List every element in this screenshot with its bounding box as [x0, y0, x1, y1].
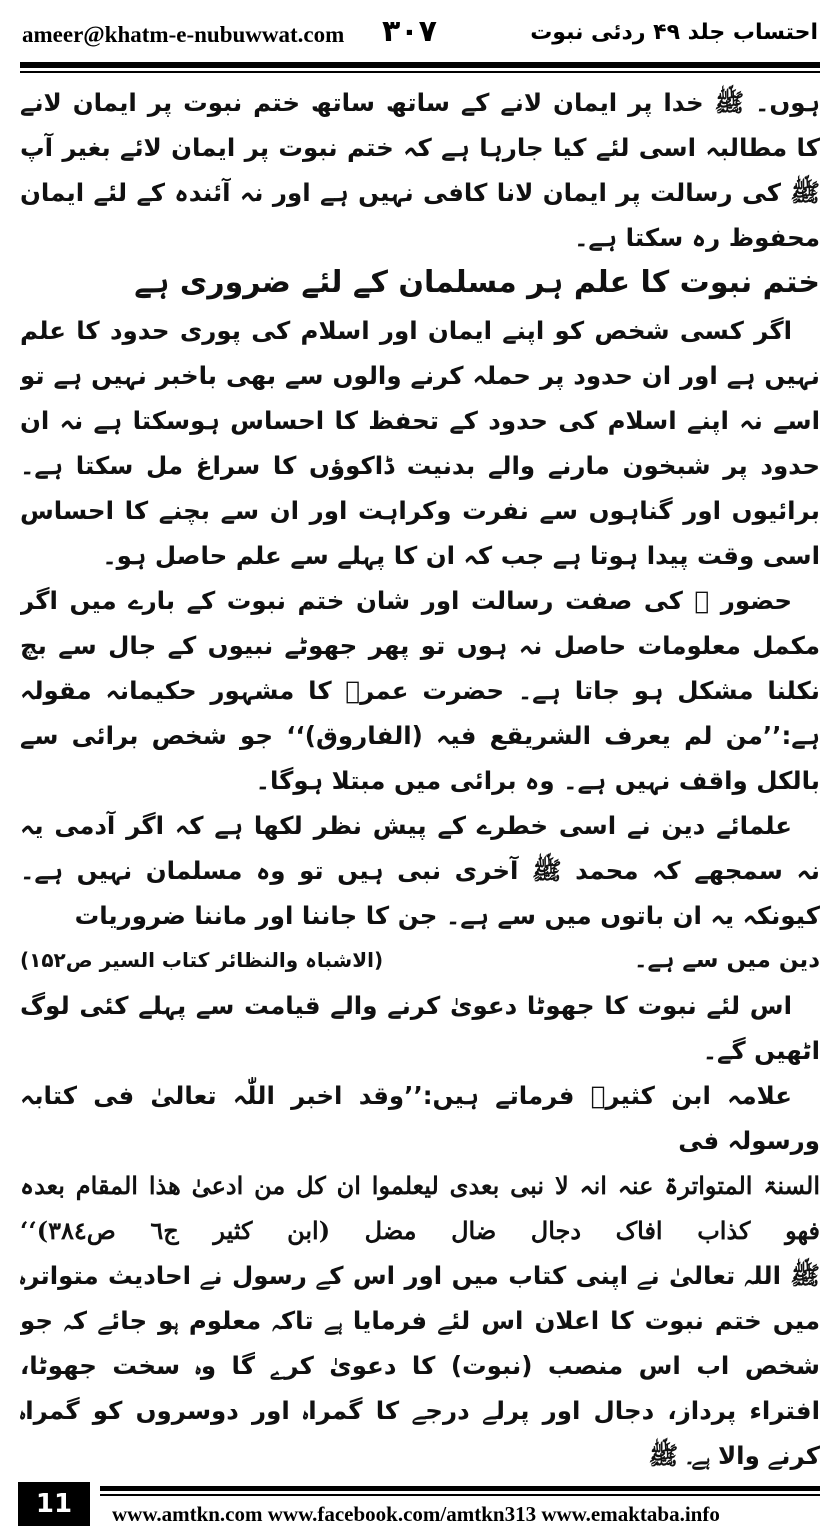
paragraph-4-end: دین میں سے ہے۔: [633, 947, 820, 973]
paragraph-2: اگر کسی شخص کو اپنے ایمان اور اسلام کی پوری حدود کا علم نہیں ہے اور ان حدود پر حملہ کرنے والوں سے بھی باخبر نہیں ہے تو اسے نہ اپنے اسلام کی حدود کے تحفظ کا احساس ہوسکتا ہے نہ ان حدود پر شبخون مارنے والے بدنیت ڈاکوؤں کا سراغ مل سکتا ہے۔ برائیوں اور گناہوں سے نفرت وکراہت اور ان سے بچنے کا احساس اسی وقت پیدا ہوتا ہے جب کہ ان کا پہلے سے علم حاصل ہو۔: [20, 316, 820, 570]
footer-rule-thin: [100, 1494, 820, 1496]
header-rule-thick: [20, 62, 820, 68]
footer-number: 11: [18, 1482, 90, 1526]
paragraph-6-intro: علامہ ابن کثیرؒ فرماتے ہیں:’’وقد اخبر اللّٰہ تعالیٰ فی کتابہ ورسولہ فی: [20, 1081, 820, 1155]
header-rule-thin: [20, 71, 820, 73]
paragraph-5: اس لئے نبوت کا جھوٹا دعویٰ کرنے والے قیامت سے پہلے کئی لوگ اٹھیں گے۔: [20, 991, 820, 1065]
page-footer: [0, 1482, 840, 1540]
citation-row: [20, 938, 820, 983]
page-body: [20, 80, 820, 1470]
arabic-quote: السنۃ المتواترۃ عنہ انہ لا نبی بعدی لیعلموا ان کل من ادعیٰ ھذا المقام بعدہ فھو کذاب افاک دجال ضال مضل (ابن کثیر ج٦ ص٣٨٤)‘‘: [20, 1171, 820, 1245]
header-page-number: ۳۰۷: [382, 14, 437, 49]
section-heading-text: ختم نبوت کا علم ہر مسلمان کے لئے ضروری ہے: [134, 265, 820, 300]
paragraph-3: حضور ﷺ کی صفت رسالت اور شان ختم نبوت کے بارے میں اگر مکمل معلومات حاصل نہ ہوں تو پھر جھوٹے نبیوں کے جال سے بچ نکلنا مشکل ہو جاتا ہے۔ حضرت عمرؓ کا مشہور حکیمانہ مقولہ ہے:’’من لم یعرف الشریقع فیہ (الفاروق)‘‘ جو شخص برائی سے بالکل واقف نہیں ہے۔ وہ برائی میں مبتلا ہوگا۔: [20, 586, 820, 795]
header-title: احتساب جلد ۴۹ ردئی نبوت: [530, 20, 818, 45]
page-header: [0, 0, 840, 60]
section-heading: [20, 262, 820, 304]
paragraph-1: ہوں۔ ﷺ خدا پر ایمان لانے کے ساتھ ساتھ ختم نبوت پر ایمان لانے کا مطالبہ اسی لئے کیا جارہا ہے کہ ختم نبوت پر ایمان لائے بغیر آپ ﷺ کی رسالت پر ایمان لانا کافی نہیں ہے اور نہ آئندہ کے لئے ایمان محفوظ رہ سکتا ہے۔: [20, 88, 820, 252]
paragraph-7: ﷺ اللہ تعالیٰ نے اپنی کتاب میں اور اس کے رسول نے احادیث متواترہ میں ختم نبوت کا اعلان اس لئے فرمایا ہے تاکہ معلوم ہو جائے کہ جو شخص اب اس منصب (نبوت) کا دعویٰ کرے گا وہ سخت جھوٹا، افتراء پرداز، دجال اور پرلے درجے کا گمراہ اور دوسروں کو گمراہ کرنے والا ہے۔ ﷺ: [20, 1261, 820, 1470]
paragraph-4: علمائے دین نے اسی خطرے کے پیش نظر لکھا ہے کہ اگر آدمی یہ نہ سمجھے کہ محمد ﷺ آخری نبی ہیں تو وہ مسلمان نہیں ہے۔ کیونکہ یہ ان باتوں میں سے ہے۔ جن کا جاننا اور ماننا ضروریات: [20, 811, 820, 930]
footer-urls: www.amtkn.com www.facebook.com/amtkn313 www.emaktaba.info: [112, 1502, 720, 1526]
citation: (الاشباہ والنظائر کتاب السیر ص۱۵۲): [20, 948, 384, 972]
header-email: ameer@khatm-e-nubuwwat.com: [22, 22, 345, 47]
footer-rule-thick: [100, 1486, 820, 1491]
